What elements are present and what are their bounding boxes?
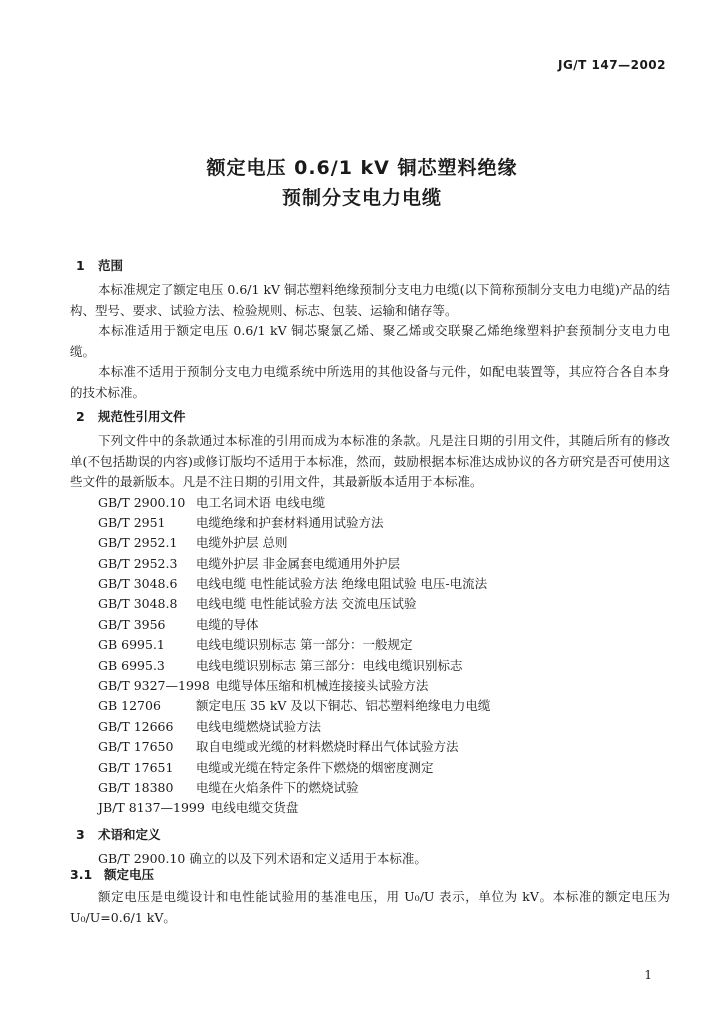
page-number: 1 [644,968,652,982]
reference-title: 电线电缆 电性能试验方法 交流电压试验 [196,596,417,612]
paragraph: GB/T 2900.10 确立的以及下列术语和定义适用于本标准。 [98,850,427,866]
reference-item [70,778,670,798]
paragraph: 本标准规定了额定电压 0.6/1 kV 铜芯塑料绝缘预制分支电力电缆(以下简称预制分支电力电缆)产品的结构、型号、要求、试验方法、检验规则、标志、包装、运输和储存等。 [70,282,670,318]
reference-title: 电缆绝缘和护套材料通用试验方法 [196,514,384,530]
section-title: 术语和定义 [98,826,161,842]
reference-item [70,758,670,778]
reference-code: JB/T 8137—1999 [98,800,205,816]
reference-item [70,656,670,676]
section-title: 规范性引用文件 [98,409,186,424]
reference-title: 额定电压 35 kV 及以下铜芯、铝芯塑料绝缘电力电缆 [196,698,491,714]
standard-code: JG/T 147—2002 [557,58,666,72]
reference-item [70,676,670,696]
reference-title: 电线电缆交货盘 [210,800,299,816]
reference-code: GB/T 3956 [98,616,166,632]
reference-title: 电线电缆 电性能试验方法 绝缘电阻试验 电压-电流法 [196,576,488,592]
document-title-line2: 预制分支电力电缆 [281,187,442,209]
reference-item [70,594,670,614]
reference-item [70,574,670,594]
reference-code: GB 12706 [98,698,161,714]
reference-code: GB/T 3048.6 [98,576,178,592]
reference-code: GB/T 2900.10 [98,494,186,510]
reference-item [70,513,670,533]
reference-title: 电线电缆燃烧试验方法 [196,718,322,734]
reference-item [70,533,670,553]
reference-item [70,635,670,655]
reference-title: 电缆导体压缩和机械连接接头试验方法 [215,678,429,694]
subsection-title: 额定电压 [104,867,155,883]
paragraph: 本标准适用于额定电压 0.6/1 kV 铜芯聚氯乙烯、聚乙烯或交联聚乙烯绝缘塑料护套预制分支电力电缆。 [70,323,670,359]
reference-title: 电线电缆识别标志 第一部分：一般规定 [196,637,413,653]
paragraph: 额定电压是电缆设计和电性能试验用的基准电压，用 U₀/U 表示，单位为 kV。本标准的额定电压为 U₀/U=0.6/1 kV。 [70,889,670,925]
reference-item [70,493,670,513]
reference-code: GB 6995.3 [98,657,165,673]
reference-code: GB/T 9327—1998 [98,678,210,694]
paragraph: 下列文件中的条款通过本标准的引用而成为本标准的条款。凡是注日期的引用文件，其随后所有的修改单(不包括勘误的内容)或修订版均不适用于本标准，然而，鼓励根据本标准达成协议的各方研究是否可使用这些文件的最新版本。凡是不注日期的引用文件，其最新版本适用于本标准。 [70,433,670,489]
section-number: 3 [76,826,85,842]
reference-title: 电缆的导体 [196,616,259,632]
reference-title: 电工名词术语 电线电缆 [196,494,325,510]
section-number: 1 [76,258,85,273]
reference-title: 电缆或光缆在特定条件下燃烧的烟密度测定 [196,759,434,775]
subsection-number: 3.1 [70,867,93,883]
reference-code: GB 6995.1 [98,637,165,653]
subsection-3-1-heading [70,869,670,887]
reference-title: 电缆在火焰条件下的燃烧试验 [196,779,359,795]
section-title: 范围 [98,258,124,273]
reference-item [70,554,670,574]
reference-code: GB/T 3048.8 [98,596,178,612]
section-number: 2 [76,409,85,424]
reference-title: 取自电缆或光缆的材料燃烧时释出气体试验方法 [196,739,459,755]
reference-code: GB/T 2951 [98,514,166,530]
reference-item [70,717,670,737]
reference-item [70,696,670,716]
section-2-heading [70,411,670,431]
reference-code: GB/T 17651 [98,759,174,775]
reference-item [70,737,670,757]
paragraph: 本标准不适用于预制分支电力电缆系统中所选用的其他设备与元件，如配电装置等，其应符合各自本身的技术标准。 [70,364,670,400]
reference-item [70,615,670,635]
reference-code: GB/T 17650 [98,739,174,755]
document-title-line1: 额定电压 0.6/1 kV 铜芯塑料绝缘 [206,157,518,179]
document-body [70,260,670,928]
section-3-heading [70,826,670,849]
reference-title: 电缆外护层 总则 [196,535,288,551]
reference-code: GB/T 18380 [98,779,174,795]
section-1-heading [70,260,670,280]
reference-item [70,798,670,818]
reference-code: GB/T 12666 [98,718,174,734]
reference-title: 电线电缆识别标志 第三部分：电线电缆识别标志 [196,657,463,673]
reference-code: GB/T 2952.1 [98,535,178,551]
reference-code: GB/T 2952.3 [98,555,178,571]
reference-title: 电缆外护层 非金属套电缆通用外护层 [196,555,400,571]
